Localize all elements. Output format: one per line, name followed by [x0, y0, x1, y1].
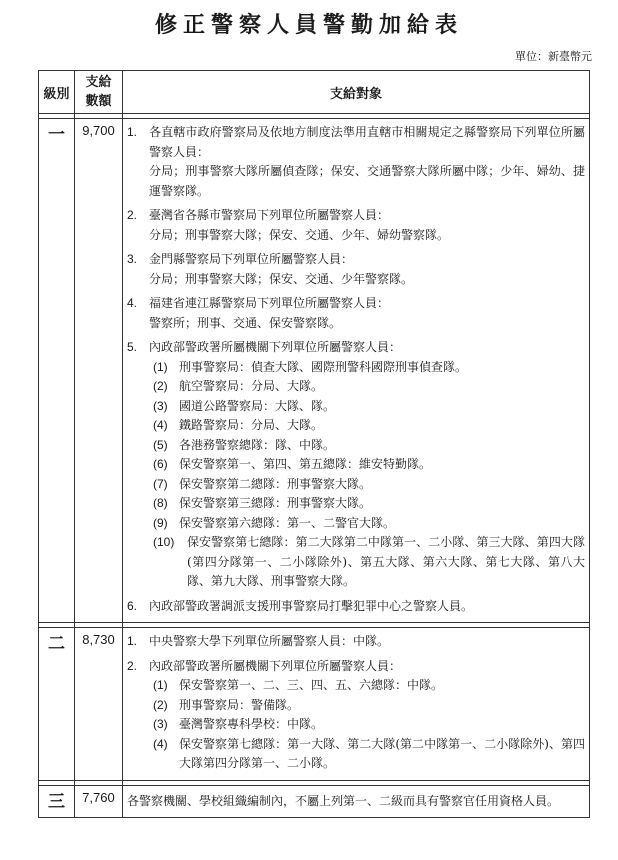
- item-detail: 分局；刑事警察大隊；保安、交通、少年警察隊。: [149, 271, 414, 286]
- sub-item-text: 刑事警察局：警備隊。: [179, 697, 300, 712]
- sub-item-number: (3): [153, 717, 168, 731]
- header-amount-line1: 支給: [85, 75, 112, 90]
- amount-cell: 9,700: [75, 119, 123, 623]
- sub-item: [149, 533, 585, 592]
- item-number: 5.: [127, 340, 138, 354]
- sub-item-number: (1): [153, 359, 168, 374]
- sub-item-text: 臺灣警察專科學校：中隊。: [179, 717, 324, 731]
- sub-item: [149, 397, 585, 417]
- grade-cell: 一: [39, 119, 75, 623]
- item-number: 3.: [127, 252, 138, 266]
- sub-item-number: (5): [153, 437, 168, 452]
- sub-item-text: 保安警察第一、二、三、四、五、六總隊：中隊。: [179, 678, 444, 692]
- item-number: 2.: [127, 658, 138, 673]
- sub-item-number: (10): [153, 535, 175, 549]
- sub-item: [149, 735, 585, 774]
- item-text: 福建省連江縣警察局下列單位所屬警察人員：: [149, 296, 390, 310]
- item-text: 中央警察大學下列單位所屬警察人員：中隊。: [149, 634, 390, 648]
- amount-cell: 7,760: [75, 785, 123, 818]
- sub-item-number: (9): [153, 515, 168, 530]
- item-number: 1.: [127, 634, 138, 648]
- sub-item-text: 航空警察局：分局、大隊。: [179, 379, 324, 393]
- item-text: 內政部警政署所屬機關下列單位所屬警察人員：: [149, 658, 402, 673]
- targets-cell: [123, 119, 590, 623]
- page-title: 修正警察人員警勤加給表: [154, 13, 463, 38]
- sub-item: [149, 494, 585, 514]
- sub-item: [149, 436, 585, 456]
- sub-item-text: 國道公路警察局：大隊、隊。: [179, 398, 336, 413]
- sub-item-text: 鐵路警察局：分局、大隊。: [179, 418, 324, 432]
- grade-cell: 二: [39, 628, 75, 781]
- header-amount-line2: 數額: [85, 94, 112, 109]
- list-item: [127, 294, 585, 333]
- sub-item-text: 保安警察第二總隊：刑事警察大隊。: [179, 476, 372, 491]
- list-item: [127, 657, 585, 774]
- sub-item-number: (6): [153, 457, 168, 471]
- sub-item-number: (4): [153, 418, 168, 432]
- list-item: [127, 632, 585, 652]
- sub-item: [149, 358, 585, 378]
- sub-item: [149, 676, 585, 696]
- sub-item-number: (7): [153, 476, 168, 491]
- grade-cell: 三: [39, 785, 75, 818]
- item-number: 1.: [127, 125, 138, 139]
- sub-item-text: 保安警察第六總隊：第一、二警官大隊。: [179, 515, 396, 530]
- sub-item-text: 保安警察第七總隊：第一大隊、第二大隊(第二中隊第一、二小隊除外)、第四大隊第四分隊第一、二小隊。: [179, 736, 585, 770]
- sub-item-text: 刑事警察局：偵查大隊、國際刑警科國際刑事偵查隊。: [179, 359, 468, 374]
- header-grade: 級別: [39, 71, 75, 114]
- sub-item-number: (1): [153, 678, 168, 692]
- header-targets: 支給對象: [123, 71, 590, 114]
- item-text: 臺灣省各縣市警察局下列單位所屬警察人員：: [149, 208, 390, 222]
- item-number: 2.: [127, 208, 138, 222]
- list-item: [127, 338, 585, 592]
- sub-item: [149, 416, 585, 436]
- list-item: [127, 206, 585, 245]
- table-row-grade-1: [39, 119, 590, 623]
- sub-item-number: (3): [153, 398, 168, 413]
- targets-cell: [123, 628, 590, 781]
- sub-item: [149, 514, 585, 534]
- sub-item-number: (2): [153, 379, 168, 393]
- item-text: 各警察機關、學校組織編制內，不屬上列第一、二級而具有警察官任用資格人員。: [127, 793, 560, 808]
- currency-unit: 單位：新臺幣元: [515, 50, 592, 63]
- targets-cell: [123, 785, 590, 818]
- sub-item: [149, 475, 585, 495]
- item-detail: 警察所；刑事、交通、保安警察隊。: [149, 315, 342, 330]
- item-detail: 分局；刑事警察大隊；保安、交通、少年、婦幼警察隊。: [149, 227, 450, 242]
- table-header-row: [39, 71, 590, 114]
- item-text: 內政部警政署調派支援刑事警察局打擊犯罪中心之警察人員。: [149, 598, 474, 613]
- item-number: 6.: [127, 598, 138, 613]
- sub-item-text: 各港務警察總隊：隊、中隊。: [179, 437, 336, 452]
- allowance-table: [38, 70, 590, 818]
- sub-item: [149, 696, 585, 716]
- sub-item-text: 保安警察第三總隊：刑事警察大隊。: [179, 496, 372, 510]
- sub-item: [149, 715, 585, 735]
- amount-cell: 8,730: [75, 628, 123, 781]
- item-number: 4.: [127, 296, 138, 310]
- table-row-grade-2: [39, 628, 590, 781]
- sub-item-number: (4): [153, 736, 168, 751]
- item-detail: 分局；刑事警察大隊所屬偵查隊；保安、交通警察大隊所屬中隊；少年、婦幼、捷運警察隊。: [149, 164, 585, 198]
- sub-item-number: (8): [153, 496, 168, 510]
- sub-item: [149, 377, 585, 397]
- sub-item-text: 保安警察第一、第四、第五總隊：維安特勤隊。: [179, 457, 432, 471]
- sub-item: [149, 455, 585, 475]
- item-text: 金門縣警察局下列單位所屬警察人員：: [149, 252, 354, 266]
- item-text: 內政部警政署所屬機關下列單位所屬警察人員：: [149, 340, 402, 354]
- header-amount: [75, 71, 123, 114]
- table-row-grade-3: [39, 785, 590, 818]
- sub-item-text: 保安警察第七總隊：第二大隊第二中隊第一、二小隊、第三大隊、第四大隊(第四分隊第一、二小隊除外)、第五大隊、第六大隊、第七大隊、第八大隊、第九大隊、刑事警察大隊。: [187, 535, 585, 588]
- sub-item-number: (2): [153, 697, 168, 712]
- list-item: [127, 250, 585, 289]
- list-item: [127, 123, 585, 201]
- item-text: 各直轄市政府警察局及依地方制度法準用直轄市相關規定之縣警察局下列單位所屬警察人員：: [149, 125, 585, 159]
- list-item: [127, 597, 585, 617]
